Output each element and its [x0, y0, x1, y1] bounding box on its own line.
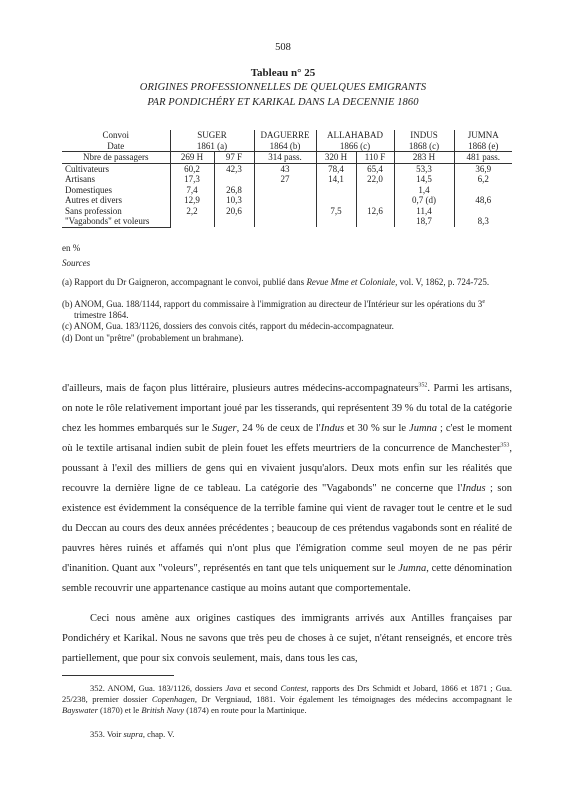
row-label: Sans profession	[65, 205, 122, 216]
header-convoi: Convoi	[102, 130, 129, 140]
ship-name: Java	[225, 683, 242, 693]
date-suger: 1861 (a)	[170, 141, 254, 152]
text-run: et second	[241, 683, 281, 693]
table-cell	[316, 195, 356, 206]
table-cell	[214, 216, 254, 227]
header-date: Date	[107, 140, 125, 151]
body-paragraph-2: Ceci nous amène aux origines castiques des immigrants arrivés aux Antilles françaises par Pondichéry et Karikal. Nous ne savons que très peu de choses à ce sujet, n'étant renseignés, et encore très partiellement, que pour six convois seulement, mais, dans tous les cas,	[62, 613, 512, 664]
text-run: et 30 % sur le	[344, 423, 410, 434]
passagers-allahabad-f: 110 F	[356, 152, 394, 164]
table-cell: 10,3	[214, 195, 254, 206]
ship-name: Jumna	[398, 563, 427, 574]
text-run: d'ailleurs, mais de façon plus littéraire, plusieurs autres médecins-accompagnateurs	[62, 383, 419, 394]
passagers-daguerre: 314 pass.	[254, 152, 316, 164]
text-run: (1874) en route pour la Martinique.	[184, 705, 307, 715]
date-jumna: 1868 (e)	[454, 141, 512, 152]
convoi-daguerre: DAGUERRE	[254, 130, 316, 141]
source-note-a-text-end: , vol. V, 1862, p. 724-725.	[395, 277, 490, 287]
convoi-suger: SUGER	[170, 130, 254, 141]
table-cell: 27	[254, 174, 316, 185]
text-run: , rapports des Drs Schmidt et Jobard, 1866 et 1871 ; Gua. 25/238, premier dossier	[62, 683, 512, 704]
table-cell: 8,3	[454, 216, 512, 227]
passagers-jumna: 481 pass.	[454, 152, 512, 164]
table-cell: 11,4	[394, 206, 454, 217]
table-subtitle-line-1: ORIGINES PROFESSIONNELLES DE QUELQUES EMIGRANTS	[139, 82, 427, 93]
table-cell: 1,4	[394, 185, 454, 196]
text-run: ; c'est le moment où le textile artisanal indien subit de plein fouet les effets meurtriers de la concurrence de Manchester	[62, 423, 512, 454]
convoi-allahabad: ALLAHABAD	[316, 130, 394, 141]
table-cell: 7,5	[316, 206, 356, 217]
table-cell	[454, 206, 512, 217]
convoi-indus: INDUS	[394, 130, 454, 141]
passagers-allahabad-h: 320 H	[316, 152, 356, 164]
table-cell: 53,3	[394, 163, 454, 174]
text-run: supra	[123, 729, 143, 739]
table-cell: 22,0	[356, 174, 394, 185]
table-cell: 78,4	[316, 163, 356, 174]
source-note-b-superscript: e	[482, 299, 485, 305]
table-cell: 14,5	[394, 174, 454, 185]
table-row	[62, 195, 512, 206]
convoi-jumna: JUMNA	[454, 130, 512, 141]
table-cell	[356, 185, 394, 196]
table-cell: 12,6	[356, 206, 394, 217]
table-row-convoi	[62, 130, 512, 141]
text-run: , cette dénomination semble recouvrir une appartenance castique au moins autant que comportementale.	[62, 563, 512, 594]
source-note-b	[62, 299, 512, 321]
table-cell: 20,6	[214, 206, 254, 217]
ship-name: Indus	[320, 423, 345, 434]
source-note-c: (c) ANOM, Gua. 183/1126, dossiers des convois cités, rapport du médecin-accompagnateur.	[62, 321, 394, 331]
date-daguerre: 1864 (b)	[254, 141, 316, 152]
table-cell	[316, 216, 356, 227]
text-run: , Dr Vergniaud, 1881. Voir également les témoignages des médecins accompagnant le	[194, 694, 513, 704]
table-cell	[356, 195, 394, 206]
table-cell: 60,2	[170, 163, 214, 174]
passagers-indus: 283 H	[394, 152, 454, 164]
ship-name: Jumna	[409, 423, 438, 434]
table-cell: 0,7 (d)	[394, 195, 454, 206]
table-cell: 26,8	[214, 185, 254, 196]
date-indus: 1868 (c)	[394, 141, 454, 152]
text-run: (1870) et le	[97, 705, 142, 715]
passagers-suger-h: 269 H	[170, 152, 214, 164]
unit-note: en %	[62, 243, 81, 253]
source-note-b-text-end: trimestre 1864.	[74, 310, 129, 320]
body-paragraph-1	[62, 379, 512, 599]
row-label: Domestiques	[65, 184, 112, 195]
row-label: Artisans	[65, 174, 95, 184]
table-row	[62, 206, 512, 217]
text-run: , poussant à l'exil des milliers de gens qui en vivaient jusqu'alors. Deux mots enfin sur les réalités que recouvre la dernière ligne de ce tableau. La catégorie des "Vagabonds" ne concerne que l'	[62, 443, 512, 494]
table-row	[62, 174, 512, 185]
source-note-a-text: (a) Rapport du Dr Gaigneron, accompagnant le convoi, publié dans	[62, 277, 307, 287]
table-number: Tableau n° 25	[250, 67, 316, 79]
table-cell: 12,9	[170, 195, 214, 206]
table-cell	[254, 185, 316, 196]
row-label: Autres et divers	[65, 195, 122, 205]
source-note-a-journal: Revue Mme et Coloniale	[306, 277, 396, 287]
table-cell: 48,6	[454, 195, 512, 206]
table-cell	[254, 195, 316, 206]
text-run: ; son existence est évidemment la conséquence de la terrible famine qui vient de ravager tout le centre et le sud du Deccan au cours des deux années précédentes ; beaucoup de ces prétendus vagabonds sont en réalité de pauvres hères ruinés et affamés qui n'ont plus que l'émigration comme seul moyen de ne pas périr d'inanition. Quant aux "voleurs", représentés en tant que tels uniquement sur le	[62, 483, 512, 574]
footnote-separator	[62, 675, 174, 676]
table-row-date	[62, 141, 512, 152]
table-cell: 17,3	[170, 174, 214, 185]
table-cell: 42,3	[214, 163, 254, 174]
row-label: "Vagabonds" et voleurs	[62, 216, 170, 227]
ship-name: Suger	[212, 423, 237, 434]
table-cell: 2,2	[170, 206, 214, 217]
text-run: 353. Voir	[90, 729, 124, 739]
table-cell: 6,2	[454, 174, 512, 185]
ship-name: Copenhagen	[151, 694, 195, 704]
table-cell: 7,4	[170, 185, 214, 196]
table-cell	[214, 174, 254, 185]
ship-name: Contest	[280, 683, 307, 693]
text-run: , chap. V.	[142, 729, 175, 739]
text-run: , 24 % de ceux de l'	[236, 423, 321, 434]
table-cell: 43	[254, 163, 316, 174]
source-note-a	[62, 277, 512, 288]
sources-label: Sources	[62, 258, 91, 268]
table-cell	[454, 185, 512, 196]
table-row	[62, 185, 512, 196]
date-allahabad: 1866 (c)	[316, 141, 394, 152]
table-row	[62, 163, 512, 174]
ship-name: Bayswater	[62, 705, 98, 715]
ship-name: British Navy	[141, 705, 185, 715]
table-row	[62, 216, 512, 227]
table-cell: 65,4	[356, 163, 394, 174]
source-note-b-text: (b) ANOM, Gua. 188/1144, rapport du commissaire à l'immigration au directeur de l'Intérieur sur les opérations du 3	[62, 299, 483, 309]
footnote-ref-353[interactable]: 353	[500, 442, 510, 449]
table-cell: 18,7	[394, 216, 454, 227]
table-cell: 14,1	[316, 174, 356, 185]
table-row-passagers	[62, 152, 512, 164]
table-subtitle-line-2: PAR PONDICHÉRY ET KARIKAL DANS LA DECENNIE 1860	[147, 97, 419, 108]
table-cell	[254, 216, 316, 227]
text-run: . Parmi les artisans, on note le rôle relativement important joué par les tisserands, qui représentent 39 % du total de la catégorie chez les hommes embarqués sur le	[62, 383, 512, 434]
table-cell	[356, 216, 394, 227]
ship-name: Indus	[462, 483, 486, 494]
text-run: 352. ANOM, Gua. 183/1126, dossiers	[90, 683, 226, 693]
table-cell: 36,9	[454, 163, 512, 174]
table-cell	[316, 185, 356, 196]
table-cell	[254, 206, 316, 217]
emigrants-table	[62, 130, 512, 228]
footnote-352	[62, 683, 512, 716]
passagers-suger-f: 97 F	[214, 152, 254, 164]
table-heading	[0, 66, 566, 110]
footnote-ref-352[interactable]: 352	[418, 382, 428, 389]
row-label: Cultivateurs	[65, 163, 109, 174]
page-number: 508	[275, 42, 291, 53]
footnote-353	[62, 729, 512, 740]
header-passagers: Nbre de passagers	[62, 152, 170, 164]
table-cell	[170, 216, 214, 227]
source-note-d: (d) Dont un "prêtre" (probablement un brahmane).	[62, 333, 244, 343]
